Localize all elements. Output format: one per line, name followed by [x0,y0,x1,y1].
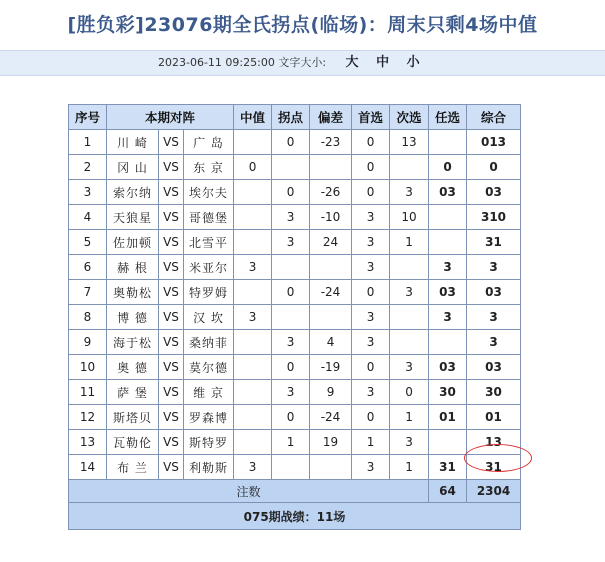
mid-value [234,130,272,155]
dev-value [310,305,352,330]
first-choice: 0 [352,280,390,305]
any-choice: 01 [429,405,467,430]
dev-value: -19 [310,355,352,380]
vs-label: VS [159,155,184,180]
mid-value: 0 [234,155,272,180]
turn-value: 0 [272,405,310,430]
home-team: 布 兰 [107,455,159,480]
home-team: 奥 德 [107,355,159,380]
any-choice [429,330,467,355]
mid-value: 3 [234,305,272,330]
mid-value [234,330,272,355]
table-row [69,355,521,380]
vs-label: VS [159,455,184,480]
combo-value: 013 [467,130,521,155]
first-choice: 3 [352,380,390,405]
header-turn: 拐点 [272,105,310,130]
second-choice [390,155,429,180]
row-no: 7 [69,280,107,305]
vs-label: VS [159,130,184,155]
combo-value: 03 [467,180,521,205]
vs-label: VS [159,180,184,205]
any-choice: 3 [429,305,467,330]
home-team: 佐加顿 [107,230,159,255]
mid-value [234,205,272,230]
home-team: 川 崎 [107,130,159,155]
meta-bar [0,50,605,76]
away-team: 斯特罗 [184,430,234,455]
second-choice [390,305,429,330]
row-no: 13 [69,430,107,455]
away-team: 东 京 [184,155,234,180]
vs-label: VS [159,230,184,255]
header-matchup: 本期对阵 [107,105,234,130]
row-no: 12 [69,405,107,430]
away-team: 维 京 [184,380,234,405]
home-team: 斯塔贝 [107,405,159,430]
any-choice: 03 [429,355,467,380]
second-choice: 13 [390,130,429,155]
record-text: 075期战绩：11场 [69,503,521,530]
combo-value: 03 [467,355,521,380]
combo-value: 01 [467,405,521,430]
away-team: 米亚尔 [184,255,234,280]
any-choice: 31 [429,455,467,480]
row-no: 6 [69,255,107,280]
first-choice: 3 [352,330,390,355]
table-row [69,280,521,305]
header-no: 序号 [69,105,107,130]
row-no: 10 [69,355,107,380]
page-title: [胜负彩]23076期全氏拐点(临场)：周末只剩4场中值 [67,14,538,36]
turn-value [272,305,310,330]
turn-value: 0 [272,280,310,305]
home-team: 博 德 [107,305,159,330]
mid-value [234,180,272,205]
away-team: 特罗姆 [184,280,234,305]
vs-label: VS [159,405,184,430]
dev-value [310,155,352,180]
away-team: 广 岛 [184,130,234,155]
table-row [69,155,521,180]
total-any: 64 [429,480,467,503]
second-choice: 3 [390,280,429,305]
home-team: 海于松 [107,330,159,355]
second-choice: 0 [390,380,429,405]
row-no: 5 [69,230,107,255]
font-size-small-button[interactable]: 小 [406,55,420,70]
turn-value: 3 [272,330,310,355]
away-team: 哥德堡 [184,205,234,230]
turn-value [272,455,310,480]
mid-value [234,430,272,455]
turn-value: 3 [272,380,310,405]
home-team: 奥勒松 [107,280,159,305]
turn-value: 0 [272,180,310,205]
table-row [69,405,521,430]
mid-value: 3 [234,455,272,480]
combo-value: 13 [467,430,521,455]
combo-value: 31 [467,455,521,480]
row-no: 9 [69,330,107,355]
away-team: 埃尔夫 [184,180,234,205]
mid-value [234,405,272,430]
home-team: 索尔纳 [107,180,159,205]
turn-value: 0 [272,130,310,155]
row-no: 4 [69,205,107,230]
row-no: 1 [69,130,107,155]
combo-value: 31 [467,230,521,255]
dev-value: 19 [310,430,352,455]
table-row [69,255,521,280]
any-choice: 03 [429,180,467,205]
table-row [69,305,521,330]
second-choice: 1 [390,230,429,255]
vs-label: VS [159,305,184,330]
dev-value [310,455,352,480]
vs-label: VS [159,430,184,455]
row-no: 11 [69,380,107,405]
away-team: 汉 坎 [184,305,234,330]
mid-value [234,380,272,405]
row-no: 14 [69,455,107,480]
table-row [69,455,521,480]
first-choice: 3 [352,230,390,255]
record-row [69,503,521,530]
dev-value: 9 [310,380,352,405]
any-choice: 30 [429,380,467,405]
font-size-label: 文字大小: [278,56,327,69]
table-row [69,205,521,230]
total-combo: 2304 [467,480,521,503]
total-row [69,480,521,503]
combo-value: 3 [467,255,521,280]
any-choice: 0 [429,155,467,180]
first-choice: 0 [352,355,390,380]
any-choice [429,205,467,230]
table-row [69,430,521,455]
vs-label: VS [159,355,184,380]
header-any: 任选 [429,105,467,130]
second-choice: 1 [390,455,429,480]
first-choice: 3 [352,205,390,230]
turn-value: 3 [272,205,310,230]
dev-value: -23 [310,130,352,155]
row-no: 3 [69,180,107,205]
any-choice: 3 [429,255,467,280]
any-choice [429,430,467,455]
combo-value: 310 [467,205,521,230]
mid-value: 3 [234,255,272,280]
home-team: 赫 根 [107,255,159,280]
table-row [69,380,521,405]
mid-value [234,355,272,380]
turn-value: 3 [272,230,310,255]
away-team: 莫尔德 [184,355,234,380]
first-choice: 0 [352,180,390,205]
header-mid: 中值 [234,105,272,130]
dev-value: -26 [310,180,352,205]
publish-datetime: 2023-06-11 09:25:00 [158,56,275,69]
any-choice [429,230,467,255]
first-choice: 3 [352,255,390,280]
table-row [69,230,521,255]
row-no: 2 [69,155,107,180]
second-choice: 3 [390,430,429,455]
second-choice: 3 [390,180,429,205]
home-team: 萨 堡 [107,380,159,405]
vs-label: VS [159,255,184,280]
second-choice: 3 [390,355,429,380]
first-choice: 3 [352,455,390,480]
turn-value [272,155,310,180]
any-choice [429,130,467,155]
row-no: 8 [69,305,107,330]
combo-value: 3 [467,330,521,355]
vs-label: VS [159,330,184,355]
table-row [69,180,521,205]
second-choice: 1 [390,405,429,430]
turn-value [272,255,310,280]
header-combo: 综合 [467,105,521,130]
vs-label: VS [159,280,184,305]
table-row [69,330,521,355]
second-choice [390,255,429,280]
dev-value: -10 [310,205,352,230]
header-dev: 偏差 [310,105,352,130]
font-size-medium-button[interactable]: 中 [376,55,390,70]
font-size-large-button[interactable]: 大 [345,55,359,70]
away-team: 桑纳菲 [184,330,234,355]
mid-value [234,280,272,305]
header-first: 首选 [352,105,390,130]
prediction-table [68,104,521,530]
first-choice: 3 [352,305,390,330]
home-team: 瓦勒伦 [107,430,159,455]
vs-label: VS [159,380,184,405]
first-choice: 0 [352,130,390,155]
dev-value [310,255,352,280]
second-choice [390,330,429,355]
away-team: 利勒斯 [184,455,234,480]
first-choice: 0 [352,405,390,430]
away-team: 北雪平 [184,230,234,255]
turn-value: 0 [272,355,310,380]
turn-value: 1 [272,430,310,455]
dev-value: -24 [310,405,352,430]
first-choice: 1 [352,430,390,455]
dev-value: 4 [310,330,352,355]
first-choice: 0 [352,155,390,180]
away-team: 罗森博 [184,405,234,430]
dev-value: 24 [310,230,352,255]
total-label: 注数 [69,480,429,503]
dev-value: -24 [310,280,352,305]
second-choice: 10 [390,205,429,230]
combo-value: 03 [467,280,521,305]
home-team: 天狼星 [107,205,159,230]
header-second: 次选 [390,105,429,130]
home-team: 冈 山 [107,155,159,180]
table-row [69,130,521,155]
table-header-row [69,105,521,130]
vs-label: VS [159,205,184,230]
combo-value: 30 [467,380,521,405]
mid-value [234,230,272,255]
combo-value: 0 [467,155,521,180]
combo-value: 3 [467,305,521,330]
any-choice: 03 [429,280,467,305]
